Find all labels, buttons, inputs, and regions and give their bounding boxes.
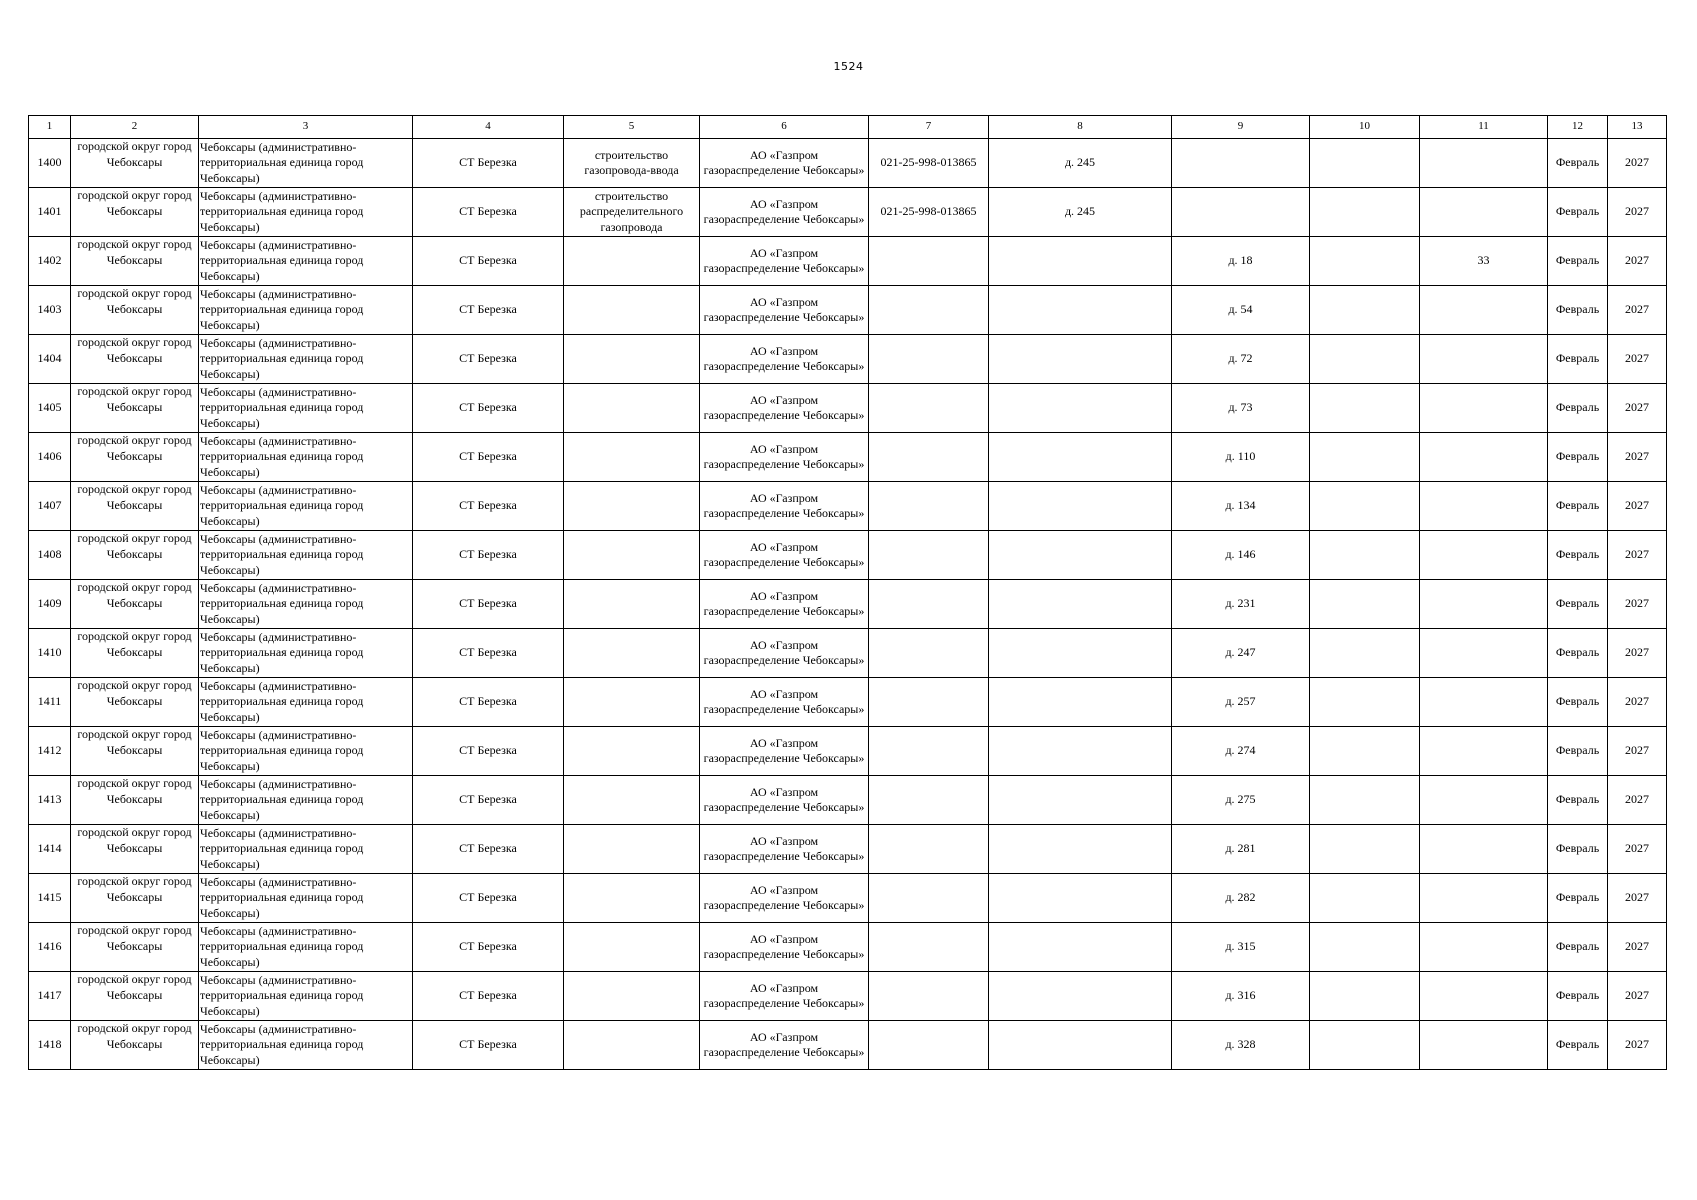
cell-year: 2027 — [1608, 727, 1667, 776]
cell-column-11 — [1420, 286, 1548, 335]
cell-work-type — [564, 972, 700, 1021]
cell-house-number-8 — [989, 531, 1172, 580]
cell-column-10 — [1310, 433, 1420, 482]
cell-column-10 — [1310, 825, 1420, 874]
cell-column-11 — [1420, 874, 1548, 923]
cell-column-10 — [1310, 237, 1420, 286]
cell-row-number: 1404 — [29, 335, 71, 384]
column-header-7: 7 — [869, 116, 989, 139]
cell-street: СТ Березка — [413, 286, 564, 335]
cell-column-11 — [1420, 776, 1548, 825]
cell-row-number: 1417 — [29, 972, 71, 1021]
cell-month: Февраль — [1548, 139, 1608, 188]
cell-column-10 — [1310, 1021, 1420, 1070]
column-header-3: 3 — [199, 116, 413, 139]
cell-house-number-9: д. 316 — [1172, 972, 1310, 1021]
cell-year: 2027 — [1608, 972, 1667, 1021]
cell-year: 2027 — [1608, 433, 1667, 482]
cell-house-number-9: д. 257 — [1172, 678, 1310, 727]
cell-month: Февраль — [1548, 825, 1608, 874]
column-header-9: 9 — [1172, 116, 1310, 139]
cell-gas-organization: АО «Газпром газораспределение Чебоксары» — [700, 629, 869, 678]
cell-month: Февраль — [1548, 629, 1608, 678]
cell-year: 2027 — [1608, 531, 1667, 580]
cell-column-10 — [1310, 482, 1420, 531]
cell-reference-number: 021-25-998-013865 — [869, 188, 989, 237]
table-row — [29, 629, 1667, 678]
cell-work-type — [564, 384, 700, 433]
table-row — [29, 825, 1667, 874]
cell-work-type — [564, 629, 700, 678]
column-header-6: 6 — [700, 116, 869, 139]
cell-reference-number — [869, 629, 989, 678]
cell-house-number-9: д. 282 — [1172, 874, 1310, 923]
cell-gas-organization: АО «Газпром газораспределение Чебоксары» — [700, 139, 869, 188]
cell-month: Февраль — [1548, 188, 1608, 237]
cell-column-11 — [1420, 482, 1548, 531]
cell-house-number-8: д. 245 — [989, 188, 1172, 237]
table-row — [29, 335, 1667, 384]
cell-municipal-district: городской округ город Чебоксары — [71, 188, 199, 237]
cell-house-number-9: д. 110 — [1172, 433, 1310, 482]
cell-reference-number — [869, 825, 989, 874]
cell-municipal-district: городской округ город Чебоксары — [71, 237, 199, 286]
cell-house-number-9: д. 231 — [1172, 580, 1310, 629]
cell-month: Февраль — [1548, 580, 1608, 629]
cell-house-number-9: д. 72 — [1172, 335, 1310, 384]
cell-month: Февраль — [1548, 482, 1608, 531]
table-row — [29, 433, 1667, 482]
cell-house-number-8 — [989, 482, 1172, 531]
column-header-10: 10 — [1310, 116, 1420, 139]
table-row — [29, 139, 1667, 188]
cell-column-11 — [1420, 433, 1548, 482]
cell-settlement: Чебоксары (административно-территориальная единица город Чебоксары) — [199, 482, 413, 531]
cell-street: СТ Березка — [413, 384, 564, 433]
cell-gas-organization: АО «Газпром газораспределение Чебоксары» — [700, 874, 869, 923]
page-number: 1524 — [833, 60, 864, 73]
cell-column-10 — [1310, 972, 1420, 1021]
cell-gas-organization: АО «Газпром газораспределение Чебоксары» — [700, 727, 869, 776]
cell-month: Февраль — [1548, 1021, 1608, 1070]
table-row — [29, 531, 1667, 580]
cell-month: Февраль — [1548, 678, 1608, 727]
cell-municipal-district: городской округ город Чебоксары — [71, 531, 199, 580]
cell-year: 2027 — [1608, 825, 1667, 874]
cell-house-number-9: д. 73 — [1172, 384, 1310, 433]
table-row — [29, 1021, 1667, 1070]
cell-street: СТ Березка — [413, 237, 564, 286]
cell-column-11 — [1420, 139, 1548, 188]
cell-month: Февраль — [1548, 286, 1608, 335]
cell-row-number: 1412 — [29, 727, 71, 776]
cell-house-number-8 — [989, 678, 1172, 727]
cell-reference-number — [869, 286, 989, 335]
cell-gas-organization: АО «Газпром газораспределение Чебоксары» — [700, 237, 869, 286]
cell-column-10 — [1310, 580, 1420, 629]
cell-street: СТ Березка — [413, 139, 564, 188]
cell-settlement: Чебоксары (административно-территориальная единица город Чебоксары) — [199, 727, 413, 776]
table-row — [29, 580, 1667, 629]
cell-row-number: 1413 — [29, 776, 71, 825]
cell-work-type — [564, 531, 700, 580]
cell-municipal-district: городской округ город Чебоксары — [71, 972, 199, 1021]
cell-column-10 — [1310, 531, 1420, 580]
cell-municipal-district: городской округ город Чебоксары — [71, 1021, 199, 1070]
header-row — [29, 116, 1667, 139]
cell-house-number-9: д. 274 — [1172, 727, 1310, 776]
cell-gas-organization: АО «Газпром газораспределение Чебоксары» — [700, 482, 869, 531]
cell-street: СТ Березка — [413, 678, 564, 727]
cell-row-number: 1418 — [29, 1021, 71, 1070]
cell-work-type — [564, 1021, 700, 1070]
register-table — [28, 115, 1667, 1070]
cell-month: Февраль — [1548, 335, 1608, 384]
cell-column-10 — [1310, 139, 1420, 188]
cell-house-number-8 — [989, 825, 1172, 874]
cell-row-number: 1409 — [29, 580, 71, 629]
cell-column-11 — [1420, 1021, 1548, 1070]
cell-column-11 — [1420, 580, 1548, 629]
cell-house-number-8 — [989, 727, 1172, 776]
cell-work-type — [564, 727, 700, 776]
cell-settlement: Чебоксары (административно-территориальная единица город Чебоксары) — [199, 139, 413, 188]
cell-settlement: Чебоксары (административно-территориальная единица город Чебоксары) — [199, 923, 413, 972]
table-row — [29, 972, 1667, 1021]
cell-street: СТ Березка — [413, 482, 564, 531]
table-row — [29, 678, 1667, 727]
cell-row-number: 1410 — [29, 629, 71, 678]
cell-house-number-9 — [1172, 188, 1310, 237]
cell-municipal-district: городской округ город Чебоксары — [71, 580, 199, 629]
cell-column-10 — [1310, 727, 1420, 776]
table-row — [29, 727, 1667, 776]
cell-column-11 — [1420, 629, 1548, 678]
table-row — [29, 923, 1667, 972]
cell-row-number: 1400 — [29, 139, 71, 188]
cell-reference-number — [869, 433, 989, 482]
cell-work-type: строительство распределительного газопровода — [564, 188, 700, 237]
cell-month: Февраль — [1548, 433, 1608, 482]
column-header-1: 1 — [29, 116, 71, 139]
cell-municipal-district: городской округ город Чебоксары — [71, 139, 199, 188]
cell-street: СТ Березка — [413, 923, 564, 972]
cell-gas-organization: АО «Газпром газораспределение Чебоксары» — [700, 825, 869, 874]
cell-settlement: Чебоксары (административно-территориальная единица город Чебоксары) — [199, 629, 413, 678]
cell-house-number-8 — [989, 384, 1172, 433]
cell-work-type — [564, 776, 700, 825]
cell-house-number-8 — [989, 237, 1172, 286]
cell-house-number-8 — [989, 580, 1172, 629]
cell-reference-number — [869, 580, 989, 629]
cell-settlement: Чебоксары (административно-территориальная единица город Чебоксары) — [199, 433, 413, 482]
cell-column-10 — [1310, 188, 1420, 237]
cell-year: 2027 — [1608, 776, 1667, 825]
cell-gas-organization: АО «Газпром газораспределение Чебоксары» — [700, 286, 869, 335]
cell-row-number: 1401 — [29, 188, 71, 237]
cell-house-number-9: д. 146 — [1172, 531, 1310, 580]
cell-reference-number — [869, 678, 989, 727]
cell-reference-number — [869, 972, 989, 1021]
column-header-4: 4 — [413, 116, 564, 139]
cell-column-10 — [1310, 629, 1420, 678]
column-header-5: 5 — [564, 116, 700, 139]
cell-work-type — [564, 825, 700, 874]
cell-house-number-8 — [989, 776, 1172, 825]
table-header — [29, 116, 1667, 139]
cell-municipal-district: городской округ город Чебоксары — [71, 286, 199, 335]
cell-house-number-8 — [989, 923, 1172, 972]
cell-reference-number — [869, 335, 989, 384]
cell-house-number-8 — [989, 972, 1172, 1021]
cell-work-type — [564, 923, 700, 972]
cell-column-11 — [1420, 384, 1548, 433]
cell-municipal-district: городской округ город Чебоксары — [71, 727, 199, 776]
cell-house-number-8 — [989, 629, 1172, 678]
cell-street: СТ Березка — [413, 335, 564, 384]
cell-gas-organization: АО «Газпром газораспределение Чебоксары» — [700, 776, 869, 825]
cell-reference-number — [869, 874, 989, 923]
cell-street: СТ Березка — [413, 531, 564, 580]
cell-year: 2027 — [1608, 678, 1667, 727]
table-row — [29, 874, 1667, 923]
cell-municipal-district: городской округ город Чебоксары — [71, 482, 199, 531]
cell-month: Февраль — [1548, 237, 1608, 286]
cell-column-10 — [1310, 874, 1420, 923]
cell-row-number: 1405 — [29, 384, 71, 433]
cell-work-type — [564, 286, 700, 335]
cell-work-type — [564, 874, 700, 923]
cell-gas-organization: АО «Газпром газораспределение Чебоксары» — [700, 972, 869, 1021]
column-header-2: 2 — [71, 116, 199, 139]
cell-column-11: 33 — [1420, 237, 1548, 286]
cell-reference-number — [869, 384, 989, 433]
cell-house-number-9: д. 281 — [1172, 825, 1310, 874]
cell-month: Февраль — [1548, 972, 1608, 1021]
cell-gas-organization: АО «Газпром газораспределение Чебоксары» — [700, 335, 869, 384]
cell-gas-organization: АО «Газпром газораспределение Чебоксары» — [700, 384, 869, 433]
cell-settlement: Чебоксары (административно-территориальная единица город Чебоксары) — [199, 188, 413, 237]
cell-row-number: 1402 — [29, 237, 71, 286]
cell-reference-number — [869, 776, 989, 825]
cell-reference-number — [869, 531, 989, 580]
cell-house-number-8 — [989, 433, 1172, 482]
cell-street: СТ Березка — [413, 825, 564, 874]
cell-year: 2027 — [1608, 188, 1667, 237]
cell-month: Февраль — [1548, 776, 1608, 825]
cell-municipal-district: городской округ город Чебоксары — [71, 384, 199, 433]
cell-column-11 — [1420, 335, 1548, 384]
cell-work-type — [564, 482, 700, 531]
cell-house-number-9: д. 247 — [1172, 629, 1310, 678]
cell-street: СТ Березка — [413, 629, 564, 678]
cell-gas-organization: АО «Газпром газораспределение Чебоксары» — [700, 678, 869, 727]
cell-column-11 — [1420, 188, 1548, 237]
cell-street: СТ Березка — [413, 874, 564, 923]
cell-column-10 — [1310, 384, 1420, 433]
cell-reference-number — [869, 1021, 989, 1070]
cell-settlement: Чебоксары (административно-территориальная единица город Чебоксары) — [199, 776, 413, 825]
cell-settlement: Чебоксары (административно-территориальная единица город Чебоксары) — [199, 972, 413, 1021]
column-header-11: 11 — [1420, 116, 1548, 139]
cell-reference-number — [869, 923, 989, 972]
cell-municipal-district: городской округ город Чебоксары — [71, 874, 199, 923]
cell-settlement: Чебоксары (административно-территориальная единица город Чебоксары) — [199, 286, 413, 335]
cell-settlement: Чебоксары (административно-территориальная единица город Чебоксары) — [199, 1021, 413, 1070]
cell-column-11 — [1420, 678, 1548, 727]
cell-work-type: строительство газопровода-ввода — [564, 139, 700, 188]
column-header-8: 8 — [989, 116, 1172, 139]
cell-column-10 — [1310, 678, 1420, 727]
cell-reference-number — [869, 482, 989, 531]
cell-house-number-8: д. 245 — [989, 139, 1172, 188]
cell-year: 2027 — [1608, 1021, 1667, 1070]
cell-settlement: Чебоксары (административно-территориальная единица город Чебоксары) — [199, 678, 413, 727]
cell-settlement: Чебоксары (административно-территориальная единица город Чебоксары) — [199, 237, 413, 286]
cell-settlement: Чебоксары (административно-территориальная единица город Чебоксары) — [199, 580, 413, 629]
cell-gas-organization: АО «Газпром газораспределение Чебоксары» — [700, 1021, 869, 1070]
cell-year: 2027 — [1608, 580, 1667, 629]
cell-house-number-8 — [989, 286, 1172, 335]
cell-year: 2027 — [1608, 629, 1667, 678]
cell-gas-organization: АО «Газпром газораспределение Чебоксары» — [700, 188, 869, 237]
cell-gas-organization: АО «Газпром газораспределение Чебоксары» — [700, 433, 869, 482]
cell-column-10 — [1310, 923, 1420, 972]
table-row — [29, 482, 1667, 531]
cell-house-number-9 — [1172, 139, 1310, 188]
cell-reference-number — [869, 727, 989, 776]
cell-work-type — [564, 433, 700, 482]
cell-municipal-district: городской округ город Чебоксары — [71, 335, 199, 384]
cell-column-11 — [1420, 923, 1548, 972]
column-header-12: 12 — [1548, 116, 1608, 139]
cell-row-number: 1416 — [29, 923, 71, 972]
cell-month: Февраль — [1548, 727, 1608, 776]
cell-municipal-district: городской округ город Чебоксары — [71, 776, 199, 825]
column-header-13: 13 — [1608, 116, 1667, 139]
cell-year: 2027 — [1608, 139, 1667, 188]
cell-column-11 — [1420, 825, 1548, 874]
cell-house-number-9: д. 315 — [1172, 923, 1310, 972]
cell-settlement: Чебоксары (административно-территориальная единица город Чебоксары) — [199, 825, 413, 874]
cell-municipal-district: городской округ город Чебоксары — [71, 923, 199, 972]
cell-column-10 — [1310, 776, 1420, 825]
cell-column-10 — [1310, 335, 1420, 384]
cell-row-number: 1415 — [29, 874, 71, 923]
cell-house-number-8 — [989, 335, 1172, 384]
cell-house-number-9: д. 328 — [1172, 1021, 1310, 1070]
cell-month: Февраль — [1548, 531, 1608, 580]
cell-municipal-district: городской округ город Чебоксары — [71, 433, 199, 482]
cell-street: СТ Березка — [413, 580, 564, 629]
cell-work-type — [564, 237, 700, 286]
cell-house-number-9: д. 18 — [1172, 237, 1310, 286]
cell-street: СТ Березка — [413, 972, 564, 1021]
cell-year: 2027 — [1608, 237, 1667, 286]
cell-municipal-district: городской округ город Чебоксары — [71, 825, 199, 874]
cell-house-number-8 — [989, 874, 1172, 923]
cell-street: СТ Березка — [413, 776, 564, 825]
cell-reference-number — [869, 237, 989, 286]
cell-row-number: 1408 — [29, 531, 71, 580]
cell-settlement: Чебоксары (административно-территориальная единица город Чебоксары) — [199, 874, 413, 923]
cell-month: Февраль — [1548, 923, 1608, 972]
cell-settlement: Чебоксары (административно-территориальная единица город Чебоксары) — [199, 335, 413, 384]
cell-reference-number: 021-25-998-013865 — [869, 139, 989, 188]
cell-row-number: 1411 — [29, 678, 71, 727]
cell-column-11 — [1420, 972, 1548, 1021]
cell-street: СТ Березка — [413, 433, 564, 482]
cell-house-number-9: д. 54 — [1172, 286, 1310, 335]
cell-row-number: 1406 — [29, 433, 71, 482]
cell-settlement: Чебоксары (административно-территориальная единица город Чебоксары) — [199, 531, 413, 580]
table-row — [29, 237, 1667, 286]
cell-year: 2027 — [1608, 286, 1667, 335]
cell-year: 2027 — [1608, 384, 1667, 433]
cell-work-type — [564, 678, 700, 727]
cell-column-11 — [1420, 727, 1548, 776]
cell-column-11 — [1420, 531, 1548, 580]
table-row — [29, 286, 1667, 335]
cell-street: СТ Березка — [413, 727, 564, 776]
cell-house-number-9: д. 134 — [1172, 482, 1310, 531]
cell-row-number: 1414 — [29, 825, 71, 874]
cell-year: 2027 — [1608, 923, 1667, 972]
table-row — [29, 776, 1667, 825]
cell-gas-organization: АО «Газпром газораспределение Чебоксары» — [700, 580, 869, 629]
table-row — [29, 188, 1667, 237]
table-body — [29, 139, 1667, 1070]
cell-street: СТ Березка — [413, 1021, 564, 1070]
cell-street: СТ Березка — [413, 188, 564, 237]
cell-year: 2027 — [1608, 482, 1667, 531]
cell-gas-organization: АО «Газпром газораспределение Чебоксары» — [700, 531, 869, 580]
cell-house-number-9: д. 275 — [1172, 776, 1310, 825]
cell-month: Февраль — [1548, 384, 1608, 433]
cell-month: Февраль — [1548, 874, 1608, 923]
cell-municipal-district: городской округ город Чебоксары — [71, 678, 199, 727]
cell-row-number: 1403 — [29, 286, 71, 335]
cell-municipal-district: городской округ город Чебоксары — [71, 629, 199, 678]
cell-year: 2027 — [1608, 335, 1667, 384]
cell-gas-organization: АО «Газпром газораспределение Чебоксары» — [700, 923, 869, 972]
cell-column-10 — [1310, 286, 1420, 335]
cell-settlement: Чебоксары (административно-территориальная единица город Чебоксары) — [199, 384, 413, 433]
cell-house-number-8 — [989, 1021, 1172, 1070]
cell-year: 2027 — [1608, 874, 1667, 923]
cell-row-number: 1407 — [29, 482, 71, 531]
table-row — [29, 384, 1667, 433]
cell-work-type — [564, 580, 700, 629]
cell-work-type — [564, 335, 700, 384]
